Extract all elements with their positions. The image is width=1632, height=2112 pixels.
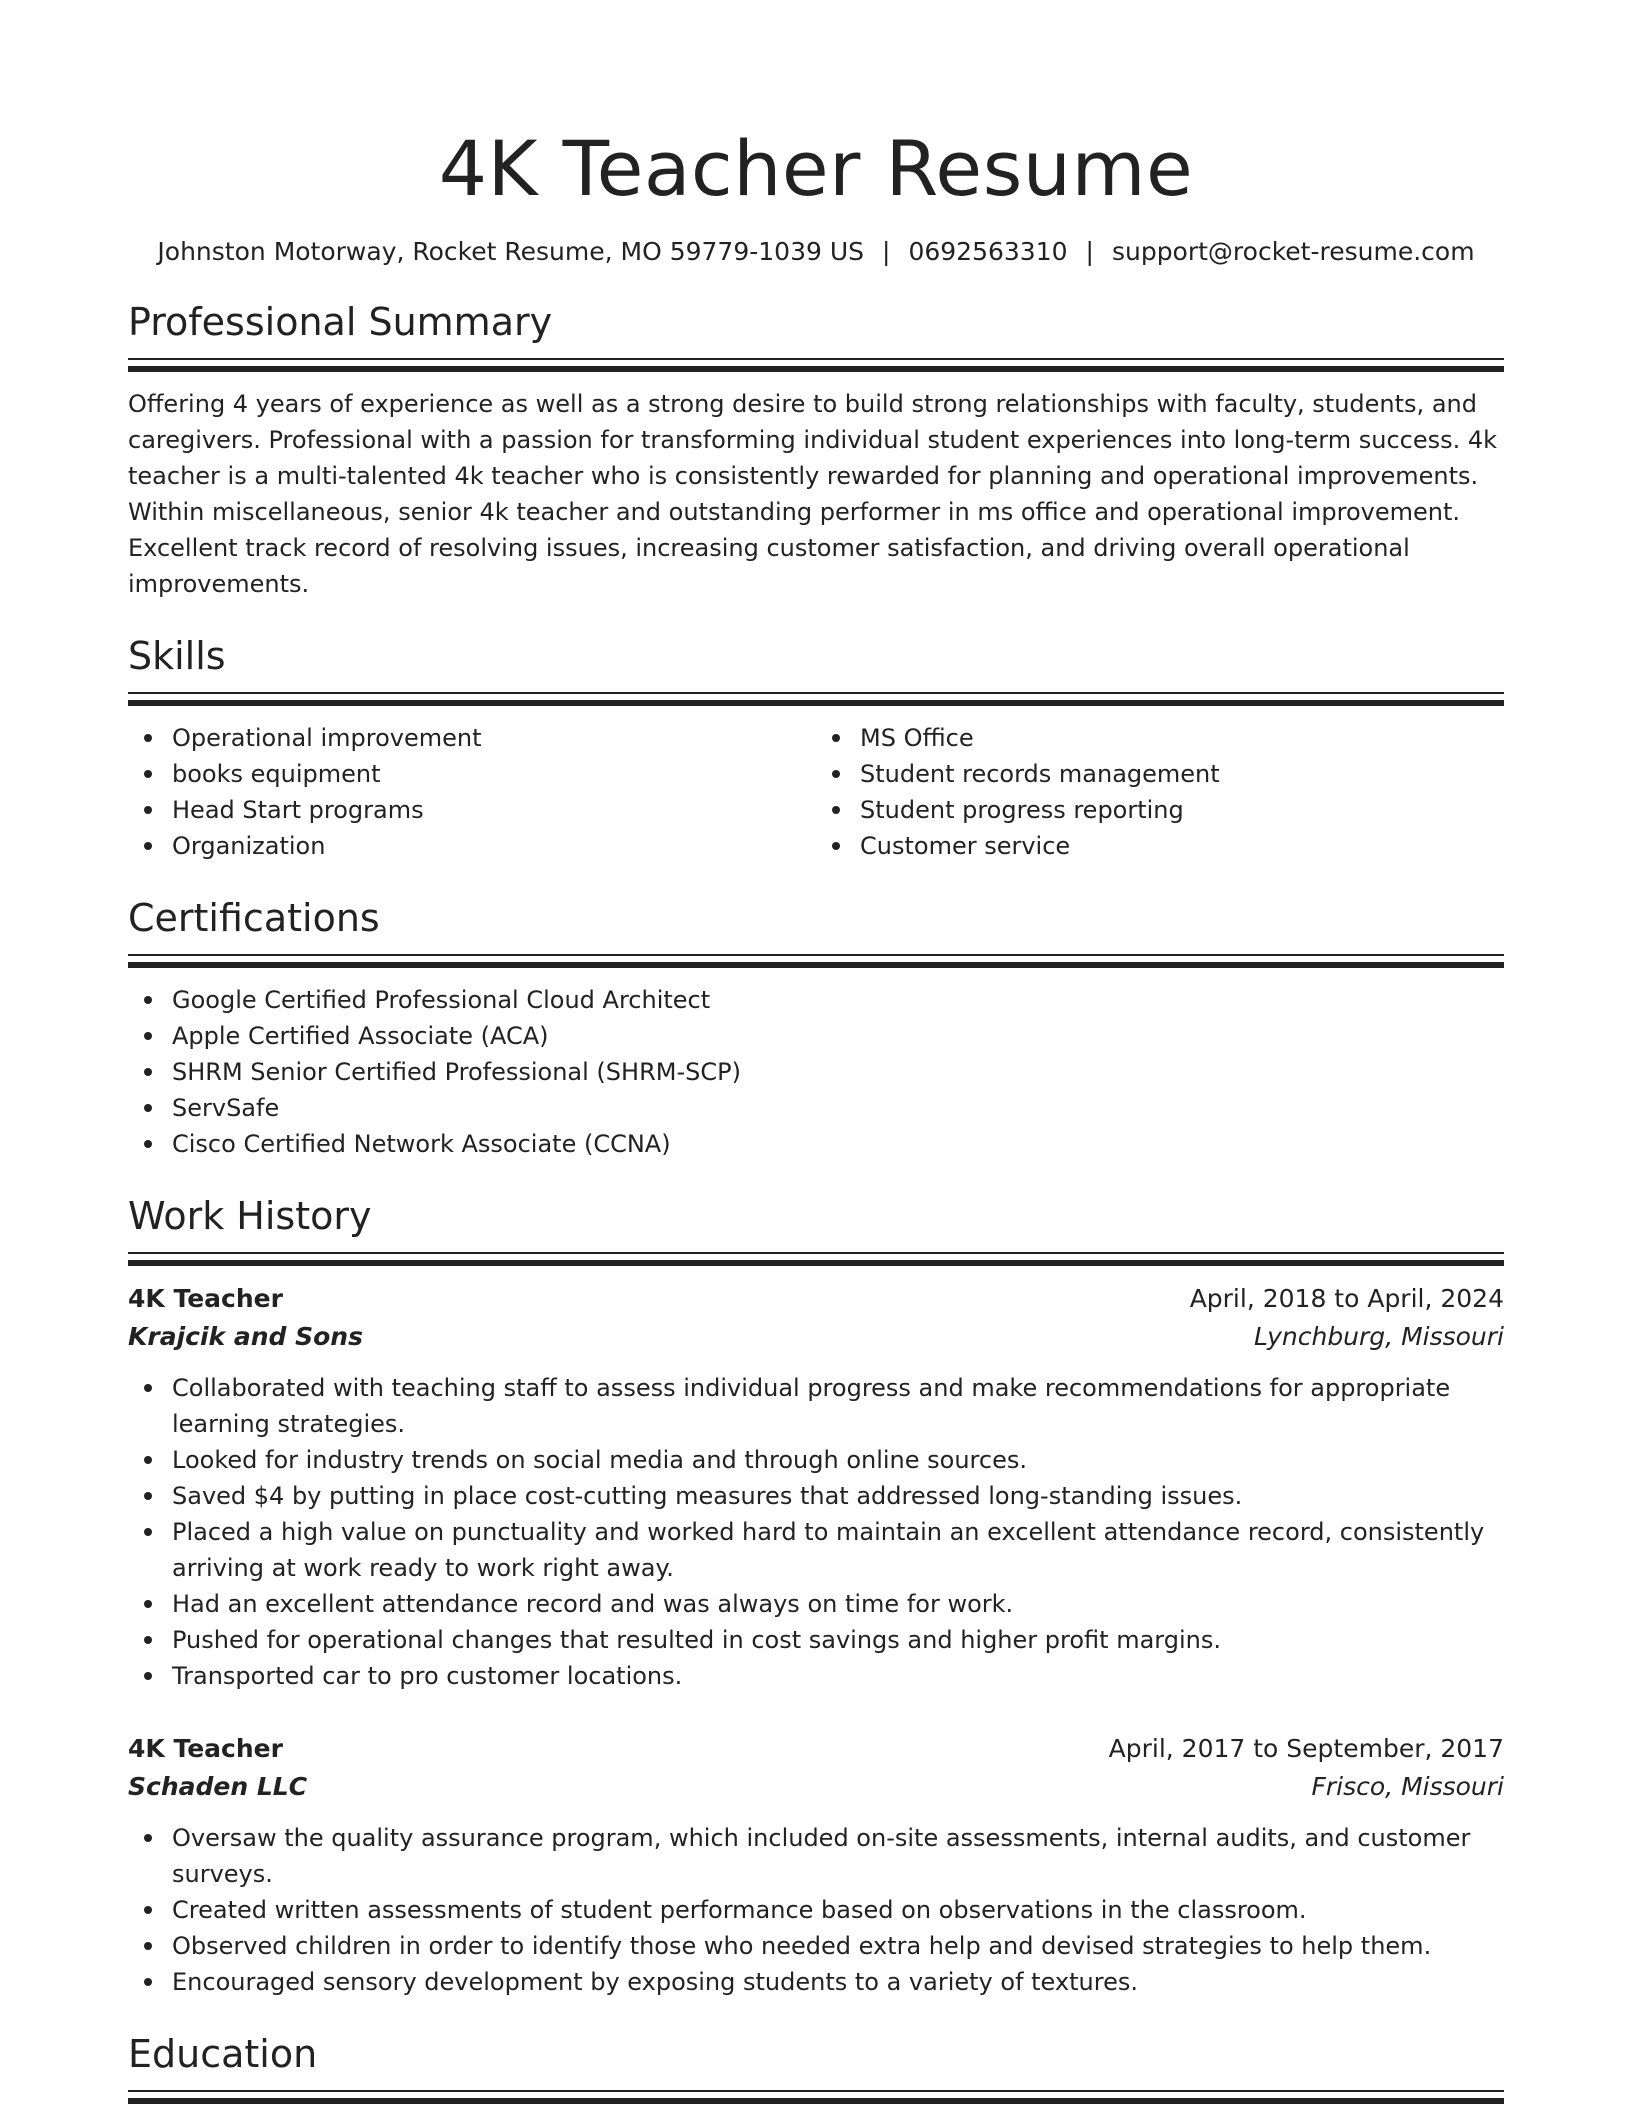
contact-separator: | [882, 237, 891, 266]
section-title-education: Education [128, 2032, 318, 2076]
skill-item: Customer service [860, 828, 1504, 864]
certification-item: SHRM Senior Certified Professional (SHRM-SCP) [172, 1054, 1504, 1090]
section-divider [128, 358, 1504, 372]
job-duty-item: Created written assessments of student performance based on observations in the classroom. [172, 1892, 1504, 1928]
summary-section [128, 298, 1504, 602]
job-header-row [128, 1730, 1504, 1768]
certification-item: Cisco Certified Network Associate (CCNA) [172, 1126, 1504, 1162]
contact-email: support@rocket-resume.com [1111, 237, 1475, 266]
certification-item: Google Certified Professional Cloud Architect [172, 982, 1504, 1018]
job-duty-item: Encouraged sensory development by exposing students to a variety of textures. [172, 1964, 1504, 2000]
section-divider [128, 692, 1504, 706]
job-duty-item: Transported car to pro customer locations. [172, 1658, 1504, 1694]
skills-grid [128, 706, 1504, 864]
job-location: Lynchburg, Missouri [1254, 1322, 1504, 1351]
skill-item: MS Office [860, 720, 1504, 756]
section-divider [128, 1252, 1504, 1266]
section-title-summary: Professional Summary [128, 300, 553, 344]
skill-item: books equipment [172, 756, 816, 792]
job-company-row [128, 1318, 1504, 1356]
skill-item: Student records management [860, 756, 1504, 792]
resume-page [128, 0, 1504, 2104]
section-title-work-history: Work History [128, 1194, 372, 1238]
job-duty-item: Had an excellent attendance record and was always on time for work. [172, 1586, 1504, 1622]
contact-address: Johnston Motorway, Rocket Resume, MO 59779-1039 US [157, 237, 865, 266]
section-divider [128, 2090, 1504, 2104]
certification-item: ServSafe [172, 1090, 1504, 1126]
skill-item: Organization [172, 828, 816, 864]
job-entry [128, 1730, 1504, 2000]
certification-item: Apple Certified Associate (ACA) [172, 1018, 1504, 1054]
skills-section [128, 632, 1504, 864]
job-duty-item: Pushed for operational changes that resulted in cost savings and higher profit margins. [172, 1622, 1504, 1658]
job-company: Krajcik and Sons [128, 1322, 363, 1351]
job-duties-list [128, 1370, 1504, 1694]
job-header-row [128, 1280, 1504, 1318]
job-duty-item: Saved $4 by putting in place cost-cutting measures that addressed long-standing issues. [172, 1478, 1504, 1514]
job-title: 4K Teacher [128, 1734, 283, 1763]
job-duty-item: Placed a high value on punctuality and worked hard to maintain an excellent attendance record, consistently arriving at work ready to work right away. [172, 1514, 1504, 1586]
job-location: Frisco, Missouri [1311, 1772, 1504, 1801]
skills-column-left [128, 720, 816, 864]
job-duties-list [128, 1820, 1504, 2000]
skills-column-right [816, 720, 1504, 864]
job-dates: April, 2018 to April, 2024 [1189, 1284, 1504, 1313]
contact-separator: | [1085, 237, 1094, 266]
summary-text: Offering 4 years of experience as well as a strong desire to build strong relationships with faculty, students, and caregivers. Professional with a passion for transforming individual student experiences into long-term success. 4k teacher is a multi-talented 4k teacher who is consistently rewarded for planning and operational improvements. Within miscellaneous, senior 4k teacher and outstanding performer in ms office and operational improvement. Excellent track record of resolving issues, increasing customer satisfaction, and driving overall operational improvements. [128, 390, 1498, 598]
job-company: Schaden LLC [128, 1772, 308, 1801]
education-section [128, 2030, 1504, 2104]
job-duty-item: Observed children in order to identify those who needed extra help and devised strategies to help them. [172, 1928, 1504, 1964]
job-entry [128, 1280, 1504, 1694]
job-duty-item: Collaborated with teaching staff to assess individual progress and make recommendations for appropriate learning strategies. [172, 1370, 1504, 1442]
resume-title: 4K Teacher Resume [438, 124, 1194, 213]
job-company-row [128, 1768, 1504, 1806]
skill-item: Head Start programs [172, 792, 816, 828]
skill-item: Student progress reporting [860, 792, 1504, 828]
contact-phone: 0692563310 [908, 237, 1068, 266]
section-title-skills: Skills [128, 634, 226, 678]
skill-item: Operational improvement [172, 720, 816, 756]
contact-line [128, 236, 1504, 268]
section-divider [128, 954, 1504, 968]
job-duty-item: Oversaw the quality assurance program, which included on-site assessments, internal audits, and customer surveys. [172, 1820, 1504, 1892]
job-title: 4K Teacher [128, 1284, 283, 1313]
job-dates: April, 2017 to September, 2017 [1108, 1734, 1504, 1763]
work-history-section [128, 1192, 1504, 2000]
section-title-certifications: Certifications [128, 896, 380, 940]
certifications-section [128, 894, 1504, 1162]
certifications-list [128, 982, 1504, 1162]
job-duty-item: Looked for industry trends on social media and through online sources. [172, 1442, 1504, 1478]
